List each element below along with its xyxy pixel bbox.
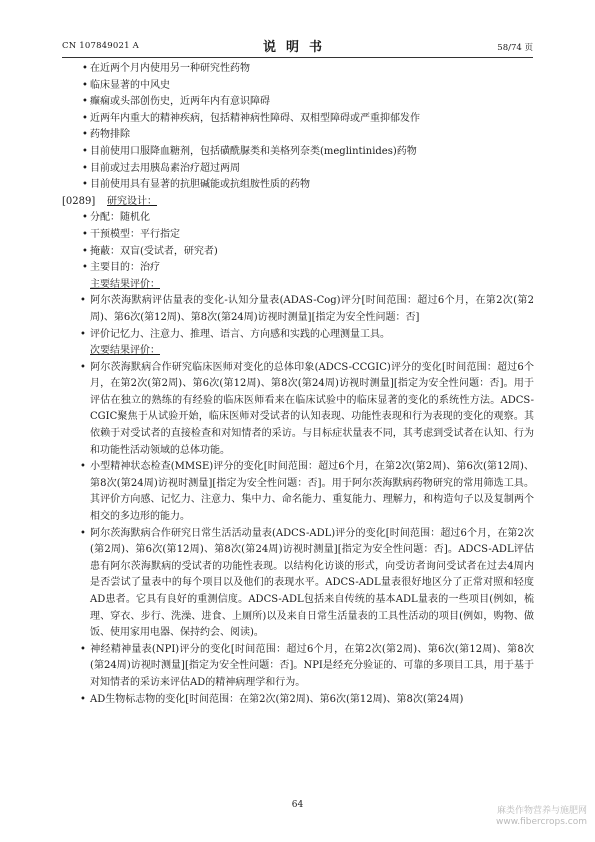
page-of: 58/74 页 (497, 43, 533, 53)
secondary-outcome-list (62, 360, 534, 708)
page-number: 64 (291, 800, 304, 810)
list-item: • 目前使用口服降血糖剂，包括磺酰脲类和美格列奈类(meglintinides)药物 (62, 144, 534, 161)
list-item: • 阿尔茨海默病合作研究临床医师对变化的总体印象(ADCS-CCGIC)评分的变化[时间范围：超过6个月，在第2次(第2周)、第6次(第12周)、第8次(第24周)访视时测量][指定为安全性问题：否]。用于评估在独立的熟练的有经验的临床医师看来在临床试验中的临床显著的变化的系统性方法。ADCS-CGIC聚焦于从试验开始，临床医师对受试者的认知表现、功能性表现和行为表现的变化的观察。其依赖于对受试者的直接检查和对知情者的采访。与目标症状量表不同，其考虑到受试者在认知、行为和功能性活动领域的总体功能。 (62, 360, 534, 460)
list-item: • 评价记忆力、注意力、推理、语言、方向感和实践的心理测量工具。 (62, 327, 534, 344)
list-item: • 分配：随机化 (62, 210, 534, 227)
secondary-outcome-heading: 次要结果评价： (90, 345, 160, 357)
list-item: • AD生物标志物的变化[时间范围：在第2次(第2周)、第6次(第12周)、第8次(第24周) (62, 692, 534, 709)
patent-number: CN 107849021 A (62, 41, 139, 51)
document-title: 说明书 (262, 40, 332, 55)
list-item: • 目前使用具有显著的抗胆碱能或抗组胺性质的药物 (62, 177, 534, 194)
list-item: • 干预模型：平行指定 (62, 227, 534, 244)
list-item: • 药物排除 (62, 127, 534, 144)
list-item: • 目前或过去用胰岛素治疗超过两周 (62, 161, 534, 178)
paragraph-number: [0289] (62, 195, 96, 207)
paragraph-header (62, 194, 534, 211)
primary-outcome-heading: 主要结果评价： (90, 278, 160, 290)
watermark-url: www.fibercrops.com (496, 817, 587, 827)
primary-outcome-list (62, 293, 534, 343)
study-design-heading: 研究设计： (107, 195, 157, 207)
watermark (496, 806, 587, 828)
design-list (62, 210, 534, 276)
list-item: • 近两年内重大的精神疾病，包括精神病性障碍、双相型障碍或严重抑郁发作 (62, 111, 534, 128)
watermark-name: 麻类作物营养与施肥网 (496, 806, 587, 816)
list-item: • 神经精神量表(NPI)评分的变化[时间范围：超过6个月，在第2次(第2周)、第6次(第12周)、第8次(第24周)访视时测量][指定为安全性问题：否]。NPI是经充分验证的、可靠的多项目工具，用于基于对知情者的采访来评估AD的精神病理学和行为。 (62, 642, 534, 692)
list-item: • 阿尔茨海默病合作研究日常生活活动量表(ADCS-ADL)评分的变化[时间范围：超过6个月，在第2次(第2周)、第6次(第12周)、第8次(第24周)访视时测量][指定为安全性问题：否]。ADCS-ADL评估患有阿尔茨海默病的受试者的功能性表现。以结构化访谈的形式，向受访者询问受试者在过去4周内是否尝试了量表中的每个项目以及他们的表现水平。ADCS-ADL量表很好地区分了正常对照和轻度AD患者。它具有良好的重测信度。ADCS-ADL包括来自传统的基本ADL量表的一些项目(例如，梳理、穿衣、步行、洗澡、进食、上厕所)以及来自日常生活量表的工具性活动的项目(例如，购物、做饭、使用家用电器、保持约会、阅读)。 (62, 526, 534, 642)
exclusion-list (62, 61, 534, 194)
list-item: • 阿尔茨海默病评估量表的变化-认知分量表(ADAS-Cog)评分[时间范围：超过6个月，在第2次(第2周)、第6次(第12周)、第8次(第24周)访视时测量][指定为安全性问题：否] (62, 293, 534, 326)
document-body (62, 61, 534, 708)
page-header (0, 0, 595, 60)
header-rule (62, 57, 533, 58)
list-item: • 小型精神状态检查(MMSE)评分的变化[时间范围：超过6个月，在第2次(第2周)、第6次(第12周)、第8次(第24周)访视时测量][指定为安全性问题：否]。用于阿尔茨海默病药物研究的常用筛选工具。其评价方向感、记忆力、注意力、集中力、命名能力、重复能力、理解力，和构造句子以及复制两个相交的多边形的能力。 (62, 459, 534, 525)
list-item: • 掩蔽：双盲(受试者，研究者) (62, 244, 534, 261)
list-item: • 主要目的：治疗 (62, 260, 534, 277)
list-item: • 在近两个月内使用另一种研究性药物 (62, 61, 534, 78)
list-item: • 癫痫或头部创伤史，近两年内有意识障碍 (62, 94, 534, 111)
list-item: • 临床显著的中风史 (62, 78, 534, 95)
